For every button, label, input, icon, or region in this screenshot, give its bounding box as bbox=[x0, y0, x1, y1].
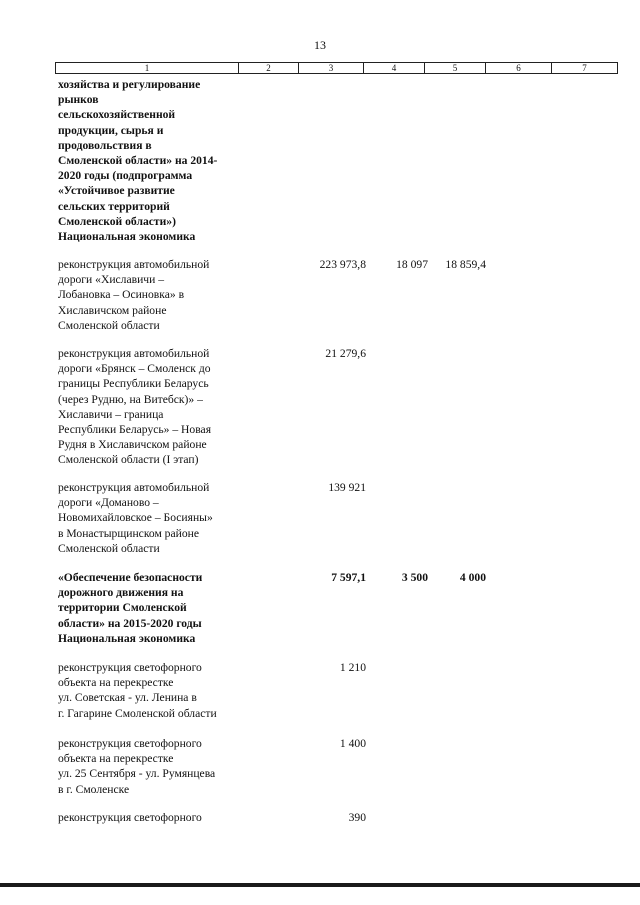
row-value-col3: 223 973,8 bbox=[319, 258, 366, 271]
row-description: реконструкция автомобильной дороги «Хиславичи – Лобановка – Осиновка» в Хиславичском районе Смоленской области bbox=[58, 258, 210, 332]
bottom-divider bbox=[0, 883, 640, 887]
row-description: реконструкция светофорного объекта на перекрестке ул. 25 Сентября - ул. Румянцева в г. Смоленске bbox=[58, 737, 216, 796]
row-value-col3: 21 279,6 bbox=[325, 347, 366, 360]
column-header-1: 1 bbox=[56, 63, 239, 74]
column-header-2: 2 bbox=[239, 63, 299, 74]
row-value-col3: 7 597,1 bbox=[331, 571, 366, 584]
column-header-4: 4 bbox=[364, 63, 425, 74]
row-description: хозяйства и регулирование рынков сельскохозяйственной продукции, сырья и продовольствия в Смоленской области» на 2014- 2020 годы (подпрограмма «Устойчивое развитие сельских территорий Смоленской области») Национальная экономика bbox=[58, 78, 218, 244]
row-description: «Обеспечение безопасности дорожного движения на территории Смоленской области» на 2015-2020 годы Национальная экономика bbox=[58, 571, 203, 645]
column-header-5: 5 bbox=[425, 63, 486, 74]
column-header-row bbox=[55, 62, 618, 74]
column-header-3: 3 bbox=[299, 63, 364, 74]
row-value-col5: 18 859,4 bbox=[445, 258, 486, 271]
column-header-6: 6 bbox=[486, 63, 552, 74]
row-value-col4: 18 097 bbox=[396, 258, 428, 271]
row-description: реконструкция светофорного bbox=[58, 811, 202, 824]
column-header-7: 7 bbox=[552, 63, 618, 74]
row-value-col3: 139 921 bbox=[328, 481, 366, 494]
row-value-col5: 4 000 bbox=[459, 571, 486, 584]
row-description: реконструкция светофорного объекта на перекрестке ул. Советская - ул. Ленина в г. Гагарине Смоленской области bbox=[58, 661, 217, 720]
row-value-col3: 390 bbox=[348, 811, 366, 824]
row-description: реконструкция автомобильной дороги «Брянск – Смоленск до границы Республики Беларусь (через Рудню, на Витебск)» – Хиславичи – граница Республики Беларусь» – Новая Рудня в Хиславичском районе Смоленской области (I этап) bbox=[58, 347, 212, 467]
row-value-col3: 1 210 bbox=[339, 661, 366, 674]
row-value-col4: 3 500 bbox=[401, 571, 428, 584]
page-number: 13 bbox=[314, 38, 326, 52]
row-value-col3: 1 400 bbox=[339, 737, 366, 750]
row-description: реконструкция автомобильной дороги «Доманово – Новомихайловское – Босияны» в Монастырщинском районе Смоленской области bbox=[58, 481, 213, 555]
